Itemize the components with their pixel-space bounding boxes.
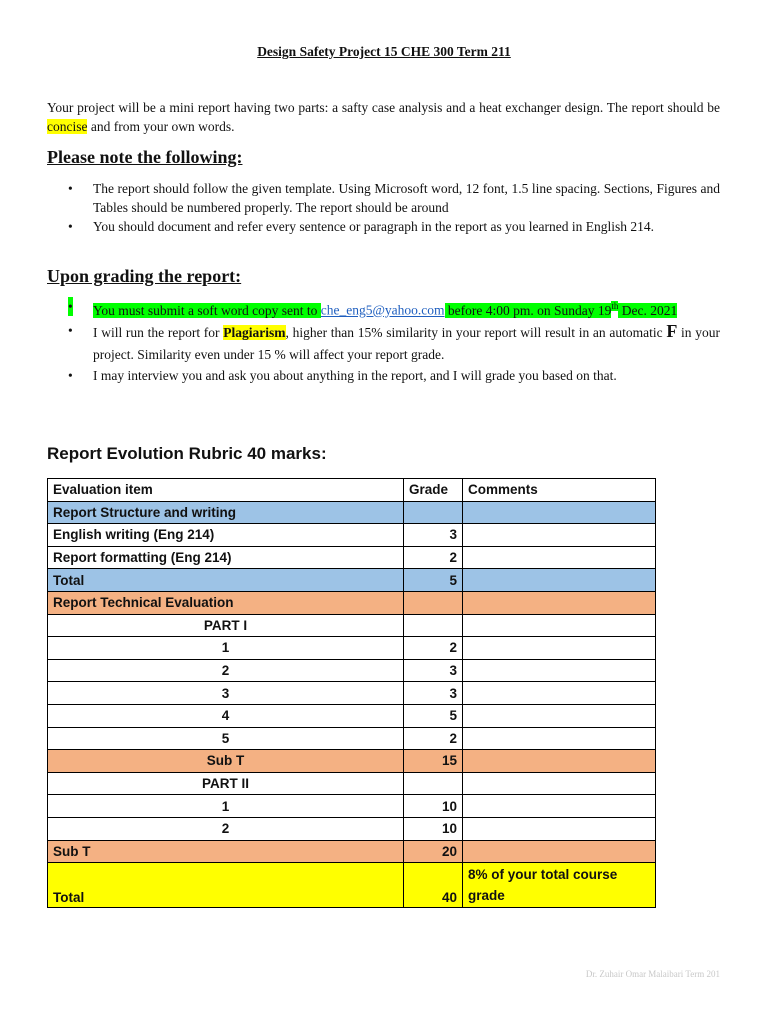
note-item: • The report should follow the given template. Using Microsoft word, 12 font, 1.5 line spacing. Sections, Figures and Tables should be numbered properly. The report should be around [68, 181, 720, 215]
grade-f: F [666, 320, 678, 341]
header-grade: Grade [404, 479, 463, 502]
plagiarism-keyword: Plagiarism [223, 324, 286, 340]
rubric-heading: Report Evolution Rubric 40 marks: [47, 444, 327, 463]
note-heading: Please note the following: [47, 147, 243, 167]
table-row: 2 3 [48, 659, 656, 682]
rubric-table [47, 478, 656, 908]
bullet-icon: • [68, 181, 73, 196]
note-list [47, 179, 720, 236]
grading-item-interview: • I may interview you and ask you about anything in the report, and I will grade you based on that. [68, 367, 617, 383]
document-title: Design Safety Project 15 CHE 300 Term 211 [257, 44, 511, 59]
table-row: PART I [48, 614, 656, 637]
table-row: 2 10 [48, 817, 656, 840]
intro-paragraph [47, 98, 720, 136]
table-row: Report Structure and writing [48, 501, 656, 524]
table-row: Report formatting (Eng 214) 2 [48, 546, 656, 569]
grading-list [47, 297, 720, 385]
table-row: Total 5 [48, 569, 656, 592]
grading-item-submission: • You must submit a soft word copy sent to che_eng5@yahoo.com before 4:00 pm. on Sunday 19th Dec. 2021 [68, 299, 678, 318]
intro-text-2: and from your own words. [87, 119, 235, 134]
table-row: Report Technical Evaluation [48, 591, 656, 614]
table-row: 4 5 [48, 704, 656, 727]
table-row: 1 2 [48, 637, 656, 660]
table-row: Sub T 20 [48, 840, 656, 863]
bullet-icon: • [68, 322, 73, 338]
table-row: Sub T 15 [48, 750, 656, 773]
grading-heading: Upon grading the report: [47, 266, 242, 286]
footer-note: Dr. Zuhair Omar Malaibari Term 201 [585, 969, 720, 979]
bullet-icon: • [68, 219, 73, 234]
header-evaluation-item: Evaluation item [48, 479, 404, 502]
bullet-icon: • [68, 299, 73, 314]
table-row: 3 3 [48, 682, 656, 705]
table-row: 1 10 [48, 795, 656, 818]
table-row: 5 2 [48, 727, 656, 750]
table-row: English writing (Eng 214) 3 [48, 524, 656, 547]
email-link[interactable]: che_eng5@yahoo.com [320, 302, 445, 318]
grading-item-plagiarism: • I will run the report for Plagiarism, higher than 15% similarity in your report will result in an automatic F in your project. Similarity even under 15 % will affect your report grade. [68, 320, 721, 362]
header-comments: Comments [463, 479, 656, 502]
note-item: • You should document and refer every sentence or paragraph in the report as you learned in English 214. [68, 219, 654, 234]
intro-text-1: Your project will be a mini report having two parts: a safty case analysis and a heat exchanger design. The report should be [47, 100, 720, 115]
table-header-row [48, 479, 656, 502]
bullet-icon: • [68, 367, 73, 383]
intro-highlight-concise: concise [47, 119, 88, 134]
table-row: PART II [48, 772, 656, 795]
table-row: Total 40 8% of your total course grade [48, 863, 656, 908]
